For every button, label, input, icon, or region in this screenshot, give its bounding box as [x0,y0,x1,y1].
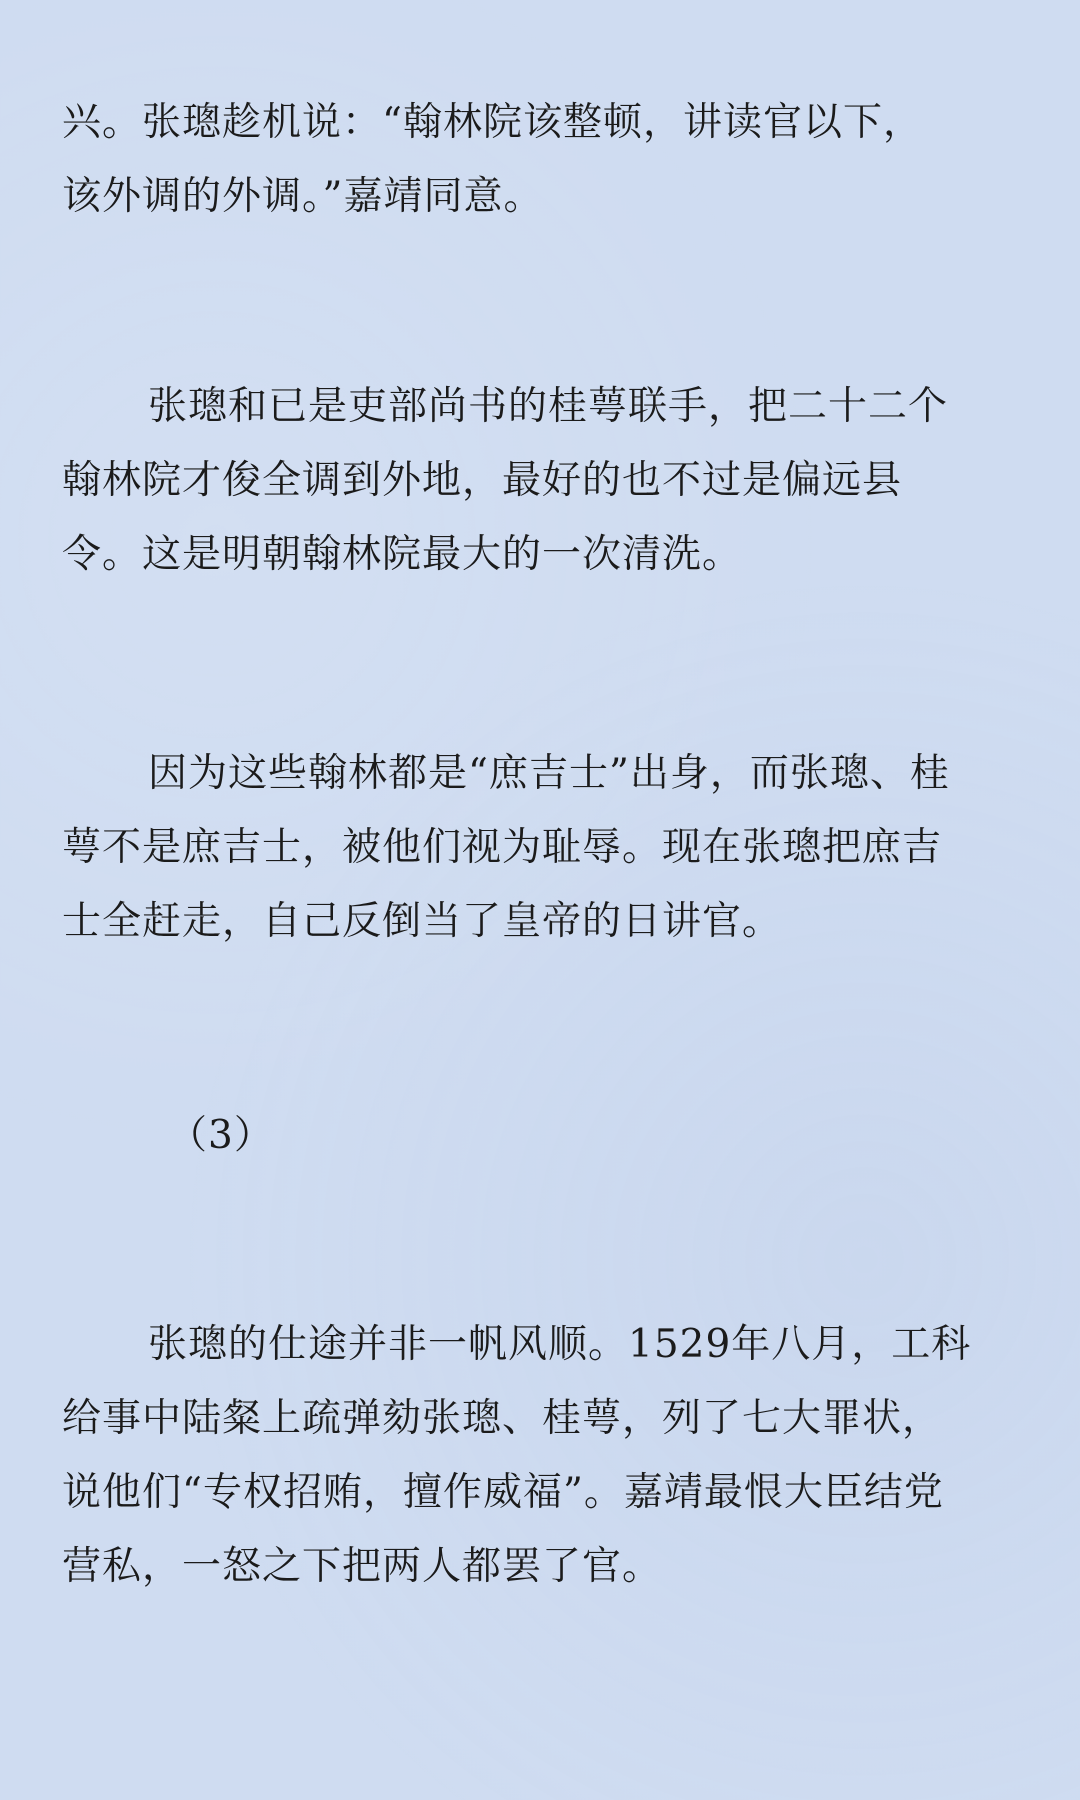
paragraph-2-line-1: 张璁和已是吏部尚书的桂萼联手，把二十二个 [148,384,949,429]
paragraph-1-line-2: 该外调的外调。”嘉靖同意。 [62,174,544,219]
paragraph-2-line-3: 令。这是明朝翰林院最大的一次清洗。 [62,532,743,577]
paragraph-3-line-3: 士全赶走，自己反倒当了皇帝的日讲官。 [62,899,783,944]
paragraph-1 [62,86,1022,234]
section-marker [168,1099,1080,1173]
paragraph-1-line-1: 兴。张璁趁机说：“翰林院该整顿，讲读官以下， [62,100,923,145]
paragraph-3 [62,737,1022,959]
paragraph-5-line-3: 说他们“专权招贿，擅作威福”。嘉靖最恨大臣结党 [62,1470,944,1515]
paragraph-5-line-4: 营私，一怒之下把两人都罢了官。 [62,1544,663,1589]
paragraph-5-line-1: 张璁的仕途并非一帆风顺。1529年八月，工科 [148,1322,972,1367]
paragraph-5-line-2: 给事中陆粲上疏弹劾张璁、桂萼，列了七大罪状， [62,1396,943,1441]
section-marker-text: （3） [168,1113,274,1158]
paragraph-3-line-2: 萼不是庶吉士，被他们视为耻辱。现在张璁把庶吉 [62,825,943,870]
paragraph-5 [62,1308,1022,1604]
paragraph-3-line-1: 因为这些翰林都是“庶吉士”出身，而张璁、桂 [148,751,950,796]
paragraph-2 [62,370,1022,592]
paragraph-2-line-2: 翰林院才俊全调到外地，最好的也不过是偏远县 [62,458,903,503]
